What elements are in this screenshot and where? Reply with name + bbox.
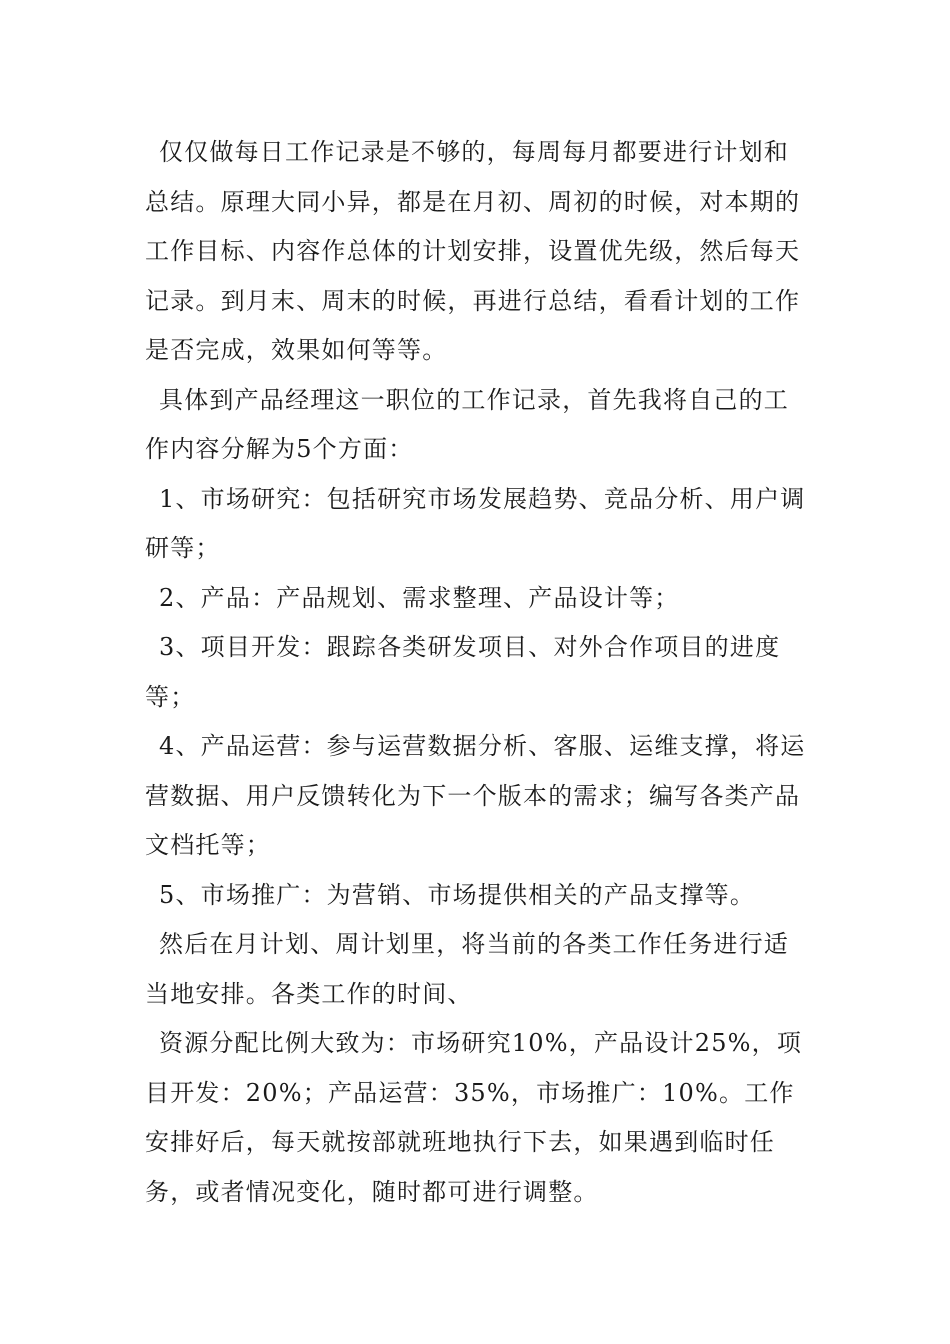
paragraph-work-breakdown-intro: 具体到产品经理这一职位的工作记录，首先我将自己的工作内容分解为5个方面： <box>145 385 789 463</box>
list-item-market-promotion: 5、市场推广：为营销、市场提供相关的产品支撑等。 <box>159 880 756 909</box>
list-item-market-research: 1、市场研究：包括研究市场发展趋势、竞品分析、用户调研等； <box>145 484 806 562</box>
paragraph-monthly-weekly-arrangement: 然后在月计划、周计划里，将当前的各类工作任务进行适当地安排。各类工作的时间、 <box>145 930 789 1008</box>
paragraph-weekly-monthly-planning: 仅仅做每日工作记录是不够的，每周每月都要进行计划和总结。原理大同小异，都是在月初、周初的时候，对本期的工作目标、内容作总体的计划安排，设置优先级，然后每天记录。到月末、周末的时候，再进行总结，看看计划的工作是否完成，效果如何等等。 <box>145 138 801 364</box>
list-item-project-development: 3、项目开发：跟踪各类研发项目、对外合作项目的进度等； <box>145 633 781 711</box>
list-item-product-operations: 4、产品运营：参与运营数据分析、客服、运维支撑，将运营数据、用户反馈转化为下一个版本的需求；编写各类产品文档托等； <box>145 732 806 859</box>
paragraph-resource-allocation: 资源分配比例大致为：市场研究10%，产品设计25%，项目开发：20%；产品运营：35%，市场推广：10%。工作安排好后，每天就按部就班地执行下去，如果遇到临时任务，或者情况变化，随时都可进行调整。 <box>145 1029 803 1206</box>
document-body <box>145 128 810 1217</box>
list-item-product: 2、产品：产品规划、需求整理、产品设计等； <box>159 583 680 612</box>
